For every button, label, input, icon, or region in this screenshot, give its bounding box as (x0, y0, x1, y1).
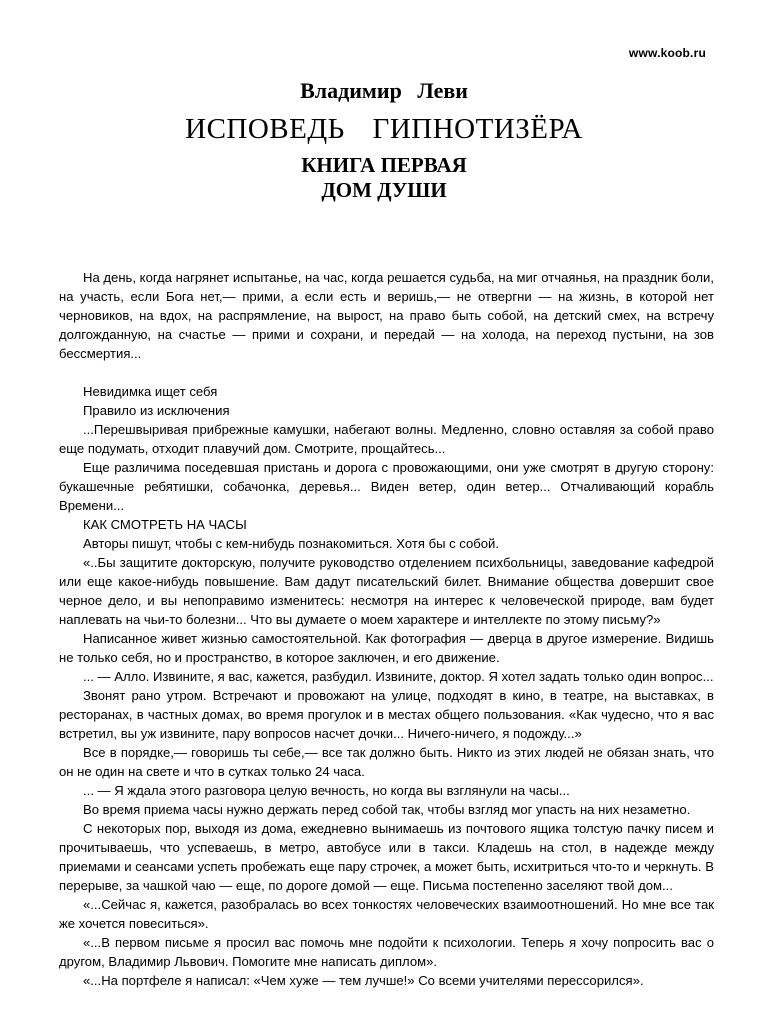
subsection-heading: КАК СМОТРЕТЬ НА ЧАСЫ (83, 517, 247, 532)
paragraph: С некоторых пор, выходя из дома, ежедневно вынимаешь из почтового ящика толстую пачку писем и прочитываешь, что успеваешь, в метро, автобусе или в такси. Кладешь на стол, в надежде между приемами и сеансами успеть пробежать еще пару строчек, а может быть, исхитриться что-то и черкнуть. В перерыве, за чашкой чаю — еще, по дороге домой — еще. Письма постепенно заселяют твой дом... (59, 821, 714, 893)
paragraph: «..Бы защитите докторскую, получите руководство отделением психбольницы, заведование кафедрой или еще какое-нибудь повышение. Вам дадут писательский билет. Внимание общества довершит свое черное дело, и вы непоправимо изменитесь: несмотря на интерес к человеческой природе, вам будет наплевать на чьи-то болезни... Что вы думаете о моем характере и интеллекте по этому письму?» (59, 555, 714, 627)
subtitle-book-number: КНИГА ПЕРВАЯ (301, 153, 467, 177)
paragraph: ...Перешвыривая прибрежные камушки, набегают волны. Медленно, словно оставляя за собой право еще подумать, отходит плавучий дом. Смотрите, прощайтесь... (59, 422, 714, 456)
book-subtitle (0, 153, 768, 203)
section-heading: Правило из исключения (83, 403, 230, 418)
paragraph: ... — Алло. Извините, я вас, кажется, разбудил. Извините, доктор. Я хотел задать только один вопрос... (83, 669, 714, 684)
subtitle-book-name: ДОМ ДУШИ (321, 178, 447, 202)
paragraph: Все в порядке,— говоришь ты себе,— все так должно быть. Никто из этих людей не обязан знать, что он не один на свете и что в сутках только 24 часа. (59, 745, 714, 779)
paragraph: Написанное живет жизнью самостоятельной. Как фотография — дверца в другое измерение. Видишь не только себя, но и пространство, в которое заключен, и его движение. (59, 631, 714, 665)
paragraph: Звонят рано утром. Встречают и провожают на улице, подходят в кино, в театре, на выставках, в ресторанах, в частных домах, во время прогулок и в местах общего пользования. «Как чудесно, что я вас встретил, вы уж извините, пару вопросов насчет дочки... Ничего-ничего, я подожду...» (59, 688, 714, 741)
epigraph-paragraph: На день, когда нагрянет испытанье, на час, когда решается судьба, на миг отчаянья, на праздник боли, на участь, если Бога нет,— прими, а если есть и веришь,— не отвергни — на жизнь, в которой нет черновиков, на вдох, на распрямление, на вырост, на право быть собой, на детский смех, на встречу долгожданную, на счастье — прими и сохрани, и передай — на холода, на переход пустыни, на зов бессмертия... (59, 270, 714, 361)
paragraph: ... — Я ждала этого разговора целую вечность, но когда вы взглянули на часы... (83, 783, 570, 798)
body-text (59, 268, 714, 990)
author-name: Владимир Леви (300, 78, 468, 103)
paragraph: «...На портфеле я написал: «Чем хуже — тем лучше!» Со всеми учителями перессорился». (83, 973, 644, 988)
site-url: www.koob.ru (628, 46, 706, 60)
paragraph: «...Сейчас я, кажется, разобралась во всех тонкостях человеческих взаимоотношений. Но мне все так же хочется повеситься». (59, 897, 714, 931)
paragraph: Во время приема часы нужно держать перед собой так, чтобы взгляд мог упасть на них незаметно. (83, 802, 691, 817)
paragraph: Еще различима поседевшая пристань и дорога с провожающими, они уже смотрят в другую сторону: букашечные ребятишки, собачонка, деревья... Виден ветер, один ветер... Отчаливающий корабль Времени... (59, 460, 714, 513)
chapter-heading: Невидимка ищет себя (83, 384, 218, 399)
book-title: ИСПОВЕДЬ ГИПНОТИЗЁРА (185, 113, 583, 145)
paragraph-gap (59, 363, 714, 382)
paragraph: «...В первом письме я просил вас помочь мне подойти к психологии. Теперь я хочу попросить вас о другом, Владимир Львович. Помогите мне написать диплом». (59, 935, 714, 969)
paragraph: Авторы пишут, чтобы с кем-нибудь познакомиться. Хотя бы с собой. (83, 536, 500, 551)
